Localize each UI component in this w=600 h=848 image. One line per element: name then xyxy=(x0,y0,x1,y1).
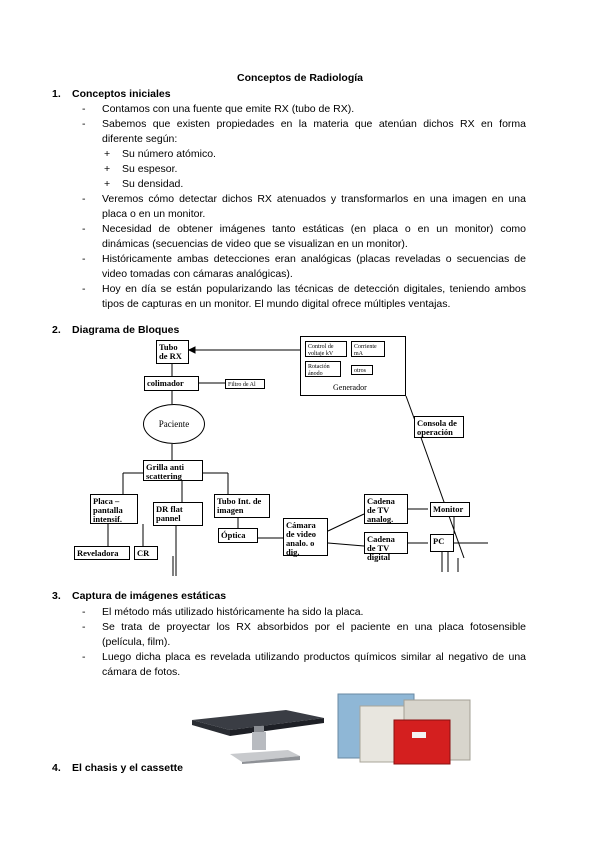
section-3-number: 3. xyxy=(52,590,61,602)
section-1-title: Conceptos iniciales xyxy=(72,88,171,100)
diagram-connectors xyxy=(68,336,488,576)
cadena-digital-block: Cadena de TV digital xyxy=(364,532,408,554)
cassettes-image xyxy=(334,692,474,772)
list-item: - Se trata de proyectar los RX absorbidos por el paciente en una placa fotosensible (película, film). xyxy=(82,621,526,648)
section-1-heading xyxy=(52,88,171,100)
corriente-block: Corriente mA xyxy=(351,341,385,357)
generador-block xyxy=(300,336,406,396)
sub-item: + Su densidad. xyxy=(104,178,184,190)
xray-table-image xyxy=(190,696,326,764)
consola-block: Consola de operación xyxy=(414,416,464,438)
list-item: - Necesidad de obtener imágenes tanto estáticas (en placa o en un monitor) como dinámicas (secuencias de video que se visualizan en un monitor). xyxy=(82,223,526,250)
optica-block: Óptica xyxy=(218,528,258,543)
section-2-title: Diagrama de Bloques xyxy=(72,324,180,336)
pc-block: PC xyxy=(430,534,454,552)
rotacion-block: Rotación ánodo xyxy=(305,361,341,377)
paciente-ellipse xyxy=(143,404,205,444)
list-item: - Hoy en día se están popularizando las técnicas de detección digitales, teniendo ambos tipos de capturas en un monitor. El mundo digital ofrece múltiples ventajas. xyxy=(82,283,526,310)
list-item: - Sabemos que existen propiedades en la materia que atenúan dichos RX en forma diferente según: xyxy=(82,118,526,145)
section-3-title: Captura de imágenes estáticas xyxy=(72,590,227,602)
colimador-block: colimador xyxy=(144,376,199,391)
section-4-heading xyxy=(52,762,183,774)
section-4-number: 4. xyxy=(52,762,61,774)
otros-block: otros xyxy=(351,365,373,375)
list-item: - Luego dicha placa es revelada utilizando productos químicos similar al negativo de una cámara de fotos. xyxy=(82,651,526,678)
page-title: Conceptos de Radiología xyxy=(236,72,363,84)
placa-block: Placa – pantalla intensif. xyxy=(90,494,138,524)
list-item: - Históricamente ambas detecciones eran analógicas (placas reveladas o secuencias de video tomadas con cámaras analógicas). xyxy=(82,253,526,280)
list-item: - El método más utilizado históricamente ha sido la placa. xyxy=(82,606,364,618)
list-item: - Veremos cómo detectar dichos RX atenuados y transformarlos en una imagen en una placa o en un monitor. xyxy=(82,193,526,220)
reveladora-block: Reveladora xyxy=(74,546,130,560)
monitor-block: Monitor xyxy=(430,502,470,517)
cadena-analog-block: Cadena de TV analog. xyxy=(364,494,408,524)
filtro-block: Filtro de Al xyxy=(225,379,265,389)
list-item: - Contamos con una fuente que emite RX (tubo de RX). xyxy=(82,103,355,115)
generador-label: Generador xyxy=(333,383,367,392)
grilla-block: Grilla anti scattering xyxy=(143,460,203,481)
section-3-heading xyxy=(52,590,226,602)
block-diagram xyxy=(68,336,488,576)
dr-block: DR flat pannel xyxy=(153,502,203,526)
sub-item: + Su número atómico. xyxy=(104,148,216,160)
section-1-number: 1. xyxy=(52,88,61,100)
section-4-title: El chasis y el cassette xyxy=(72,762,183,774)
camara-block: Cámara de video analo. o dig. xyxy=(283,518,328,556)
tubo-int-block: Tubo Int. de imagen xyxy=(214,494,270,518)
section-2-heading xyxy=(52,324,179,336)
section-2-number: 2. xyxy=(52,324,61,336)
cr-block: CR xyxy=(134,546,158,560)
sub-item: + Su espesor. xyxy=(104,163,178,175)
control-kv-block: Control de voltaje kV xyxy=(305,341,347,357)
tubo-rx-block: Tubo de RX xyxy=(156,340,189,364)
paciente-label: Paciente xyxy=(158,419,190,429)
